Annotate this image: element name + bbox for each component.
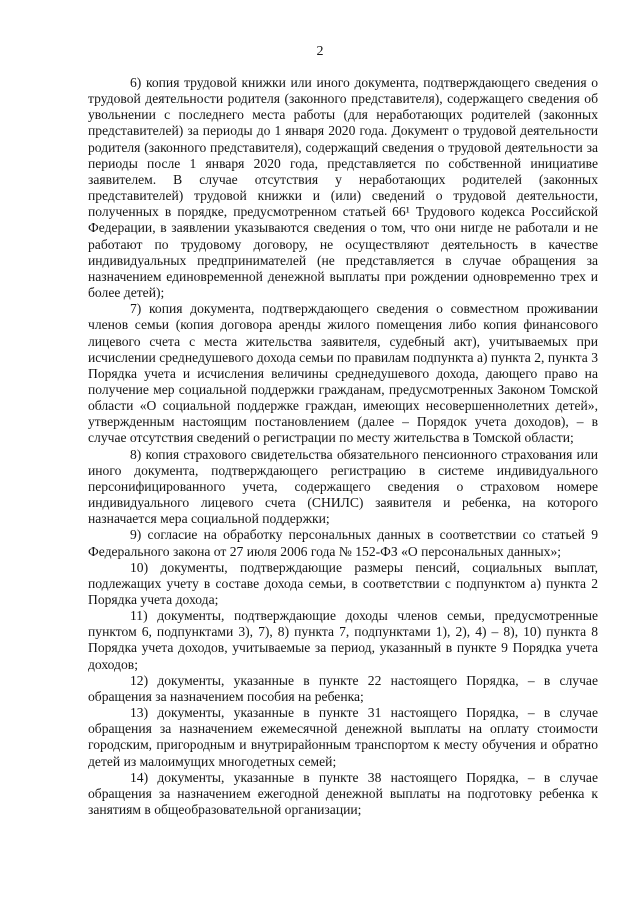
paragraph-item-12: 12) документы, указанные в пункте 22 настоящего Порядка, – в случае обращения за назначением пособия на ребенка; <box>88 672 598 704</box>
paragraph-item-6: 6) копия трудовой книжки или иного документа, подтверждающего сведения о трудовой деятельности родителя (законного представителя), содержащего сведения об увольнении с последнего места работы (для неработающих родителей (законных представителей) за периоды до 1 января 2020 года. Документ о трудовой деятельности родителя (законного представителя), содержащий сведения о трудовой деятельности за периоды после 1 января 2020 года, представляется по собственной инициативе заявителем. В случае отсутствия у неработающих родителей (законных представителей) трудовой книжки и (или) сведений о трудовой деятельности, полученных в порядке, предусмотренном статьей 66¹ Трудового кодекса Российской Федерации, в заявлении указываются сведения о том, что они нигде не работали и не работают по трудовому договору, не осуществляют деятельность в качестве индивидуальных предпринимателей (не представляется в случае обращения за назначением единовременной денежной выплаты при рождении одновременно трех и более детей); <box>88 75 598 301</box>
paragraph-item-10: 10) документы, подтверждающие размеры пенсий, социальных выплат, подлежащих учету в составе дохода семьи, в соответствии с подпунктом а) пункта 2 Порядка учета дохода; <box>88 559 598 607</box>
paragraph-item-7: 7) копия документа, подтверждающего сведения о совместном проживании членов семьи (копия договора аренды жилого помещения либо копия финансового лицевого счета с места жительства заявителя, судебный акт), учитываемых при исчислении среднедушевого дохода семьи по правилам подпункта а) пункта 2, пункта 3 Порядка учета и исчисления величины среднедушевого дохода, дающего право на получение мер социальной поддержки гражданам, предусмотренных Законом Томской области «О социальной поддержке граждан, имеющих несовершеннолетних детей», утвержденным настоящим постановлением (далее – Порядок учета доходов), – в случае отсутствия сведений о регистрации по месту жительства в Томской области; <box>88 301 598 446</box>
paragraph-item-9: 9) согласие на обработку персональных данных в соответствии со статьей 9 Федерального закона от 27 июля 2006 года № 152-ФЗ «О персональных данных»; <box>88 527 598 559</box>
document-body <box>88 75 598 818</box>
paragraph-item-8: 8) копия страхового свидетельства обязательного пенсионного страхования или иного документа, подтверждающего регистрацию в системе индивидуального персонифицированного учета, содержащего сведения о страховом номере индивидуального лицевого счета (СНИЛС) заявителя и ребенка, на которого назначается мера социальной поддержки; <box>88 446 598 527</box>
page-number: 2 <box>316 44 324 59</box>
paragraph-item-11: 11) документы, подтверждающие доходы членов семьи, предусмотренные пунктом 6, подпунктами 3), 7), 8) пункта 7, подпунктами 1), 2), 4) – 8), 10) пункта 8 Порядка учета доходов, учитываемые за период, указанный в пункте 9 Порядка учета доходов; <box>88 608 598 672</box>
paragraph-item-14: 14) документы, указанные в пункте 38 настоящего Порядка, – в случае обращения за назначением ежегодной денежной выплаты на подготовку ребенка к занятиям в общеобразовательной организации; <box>88 769 598 818</box>
paragraph-item-13: 13) документы, указанные в пункте 31 настоящего Порядка, – в случае обращения за назначением ежемесячной денежной выплаты на оплату стоимости городским, пригородным и внутрирайонным транспортом к месту обучения и обратно детей из малоимущих многодетных семей; <box>88 705 598 769</box>
